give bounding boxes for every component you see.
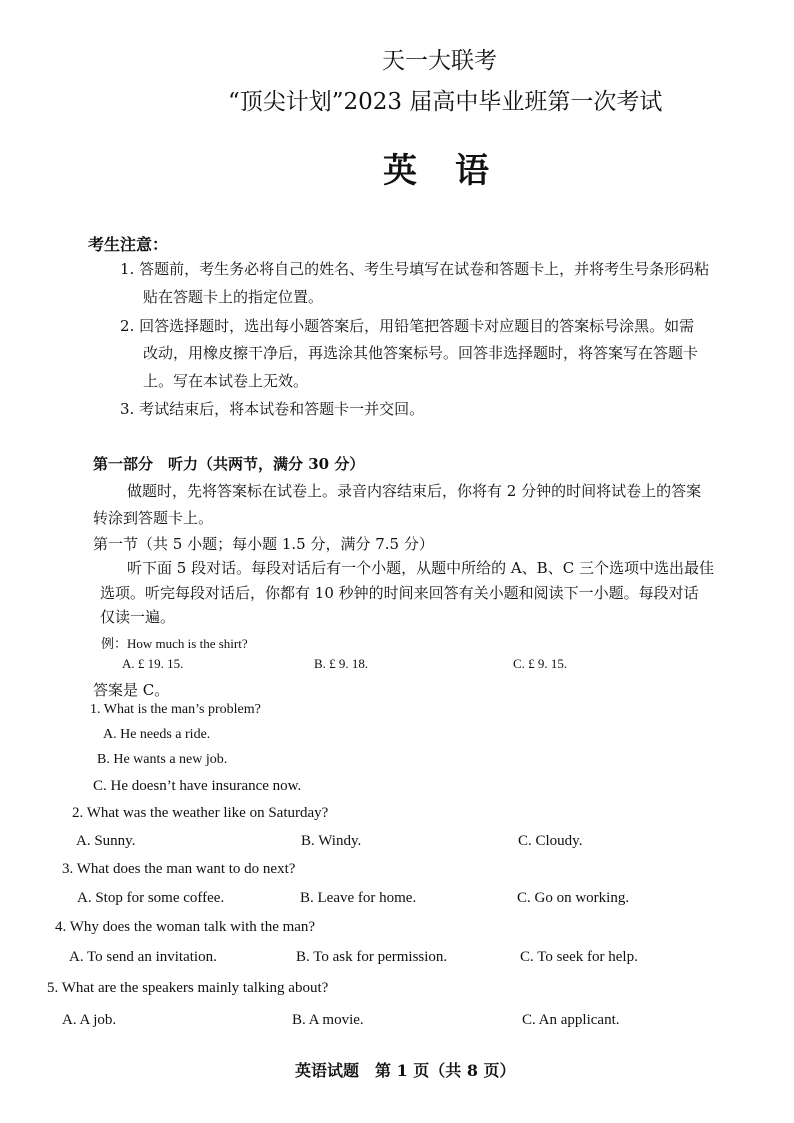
part1-title: 第一部分 听力（共两节，满分 30 分） [93, 455, 365, 473]
question-4-option-a: A. To send an invitation. [69, 949, 217, 965]
exam-org: 天一大联考 [382, 48, 497, 74]
question-2-option-c: C. Cloudy. [518, 833, 583, 849]
section1-instr-line2: 选项。听完每段对话后，你都有 10 秒钟的时间来回答有关小题和阅读下一小题。每段对话 [100, 584, 699, 602]
example-option-a: A. £ 19. 15. [122, 656, 184, 671]
question-3-option-c: C. Go on working. [517, 890, 630, 906]
question-2: 2. What was the weather like on Saturday? [72, 805, 329, 821]
notice-title: 考生注意： [88, 235, 169, 254]
question-3-option-b: B. Leave for home. [300, 890, 417, 906]
example-option-b: B. £ 9. 18. [314, 656, 369, 671]
example-question: 例：How much is the shirt? [101, 636, 248, 651]
example-option-c: C. £ 9. 15. [513, 656, 568, 671]
question-3: 3. What does the man want to do next? [62, 861, 296, 877]
notice-item-2-cont2: 上。写在本试卷上无效。 [143, 372, 309, 390]
notice-item-2: 2. 回答选择题时，选出每小题答案后，用铅笔把答题卡对应题目的答案标号涂黑。如需 [120, 317, 695, 335]
subject-title: 英 语 [383, 151, 491, 191]
notice-item-1: 1. 答题前，考生务必将自己的姓名、考生号填写在试卷和答题卡上，并将考生号条形码粘 [120, 260, 710, 278]
question-5: 5. What are the speakers mainly talking about? [47, 980, 329, 996]
question-5-option-a: A. A job. [62, 1012, 117, 1028]
question-5-option-b: B. A movie. [292, 1012, 364, 1028]
question-1-option-a: A. He needs a ride. [103, 727, 211, 742]
notice-item-1-cont: 贴在答题卡上的指定位置。 [143, 288, 324, 306]
notice-item-3: 3. 考试结束后，将本试卷和答题卡一并交回。 [120, 400, 425, 418]
page-footer: 英语试题 第 1 页（共 8 页） [295, 1061, 516, 1080]
question-3-option-a: A. Stop for some coffee. [77, 890, 225, 906]
part1-intro-line1: 做题时，先将答案标在试卷上。录音内容结束后，你将有 2 分钟的时间将试卷上的答案 [127, 482, 702, 500]
question-1-option-c: C. He doesn’t have insurance now. [93, 778, 302, 794]
example-answer: 答案是 C。 [93, 681, 170, 699]
section1-instr-line1: 听下面 5 段对话。每段对话后有一个小题，从题中所给的 A、B、C 三个选项中选出最佳 [127, 559, 714, 577]
section1-title: 第一节（共 5 小题；每小题 1.5 分，满分 7.5 分） [93, 535, 434, 553]
question-2-option-b: B. Windy. [301, 833, 362, 849]
question-4-option-c: C. To seek for help. [520, 949, 638, 965]
part1-intro-line2: 转涂到答题卡上。 [93, 509, 214, 527]
question-2-option-a: A. Sunny. [76, 833, 136, 849]
section1-instr-line3: 仅读一遍。 [100, 608, 176, 626]
question-4: 4. Why does the woman talk with the man? [55, 919, 316, 935]
question-1-option-b: B. He wants a new job. [97, 752, 228, 767]
exam-title: “顶尖计划”2023 届高中毕业班第一次考试 [228, 89, 663, 115]
question-4-option-b: B. To ask for permission. [296, 949, 448, 965]
notice-item-2-cont: 改动，用橡皮擦干净后，再选涂其他答案标号。回答非选择题时，将答案写在答题卡 [143, 344, 699, 362]
question-5-option-c: C. An applicant. [522, 1012, 620, 1028]
question-1: 1. What is the man’s problem? [90, 702, 261, 717]
